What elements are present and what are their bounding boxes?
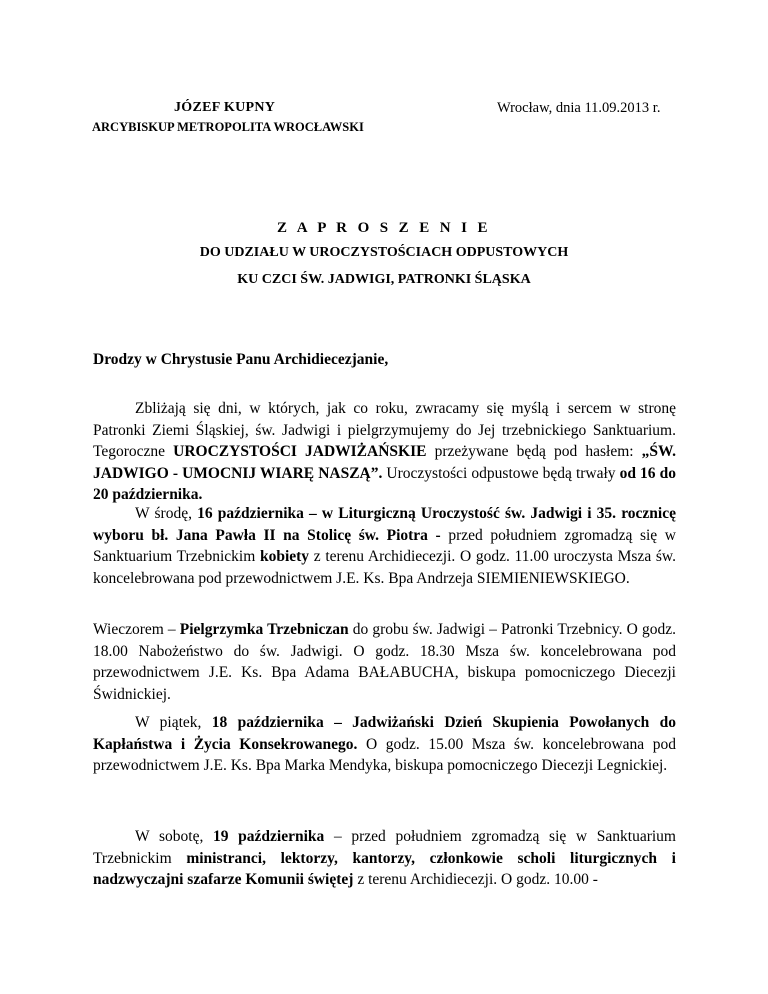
paragraph-5: W sobotę, 19 października – przed południem zgromadzą się w Sanktuarium Trzebnickim ministranci, lektorzy, kantorzy, członkowie scholi liturgicznych i nadzwyczajni szafarze Komunii świętej z terenu Archidiecezji. O godz. 10.00 - [93,828,676,889]
date-line: Wrocław, dnia 11.09.2013 r. [497,100,661,116]
paragraph-4: W piątek, 18 października – Jadwiżański Dzień Skupienia Powołanych do Kapłaństwa i Życia Konsekrowanego. O godz. 15.00 Msza św. koncelebrowana pod przewodnictwem J.E. Ks. Bpa Marka Mendyka, biskupa pomocniczego Diecezji Legnickiej. [93,714,677,775]
invitation-title: Z A P R O S Z E N I E [277,220,491,236]
invitation-subtitle-line2: KU CZCI ŚW. JADWIGI, PATRONKI ŚLĄSKA [237,272,531,287]
paragraph-3: Wieczorem – Pielgrzymka Trzebniczan do grobu św. Jadwigi – Patronki Trzebnicy. O godz. 18.00 Nabożeństwo do św. Jadwigi. O godz. 18.30 Msza św. koncelebrowana pod przewodnictwem J.E. Ks. Bpa Adama BAŁABUCHA, biskupa pomocniczego Diecezji Świdnickiej. [93,621,676,703]
paragraph-2: W środę, 16 października – w Liturgiczną Uroczystość św. Jadwigi i 35. rocznicę wyboru bł. Jana Pawła II na Stolicę św. Piotra - przed południem zgromadzą się w Sanktuarium Trzebnickim kobiety z terenu Archidiecezji. O godz. 11.00 uroczysta Msza św. koncelebrowana pod przewodnictwem J.E. Ks. Bpa Andrzeja SIEMIENIEWSKIEGO. [93,505,677,587]
invitation-subtitle-line1: DO UDZIAŁU W UROCZYSTOŚCIACH ODPUSTOWYCH [199,245,569,260]
author-name: JÓZEF KUPNY [174,100,276,115]
paragraph-1: Zbliżają się dni, w których, jak co roku, zwracamy się myślą i sercem w stronę Patronki Ziemi Śląskiej, św. Jadwigi i pielgrzymujemy do Jej trzebnickiego Sanktuarium. Tegoroczne UROCZYSTOŚCI JADWIŻAŃSKIE przeżywane będą pod hasłem: „ŚW. JADWIGO - UMOCNIJ WIARĘ NASZĄ”. Uroczystości odpustowe będą trwały od 16 do 20 października. [93,400,676,504]
greeting: Drodzy w Chrystusie Panu Archidiecezjanie, [93,351,389,368]
author-title: ARCYBISKUP METROPOLITA WROCŁAWSKI [92,120,364,134]
